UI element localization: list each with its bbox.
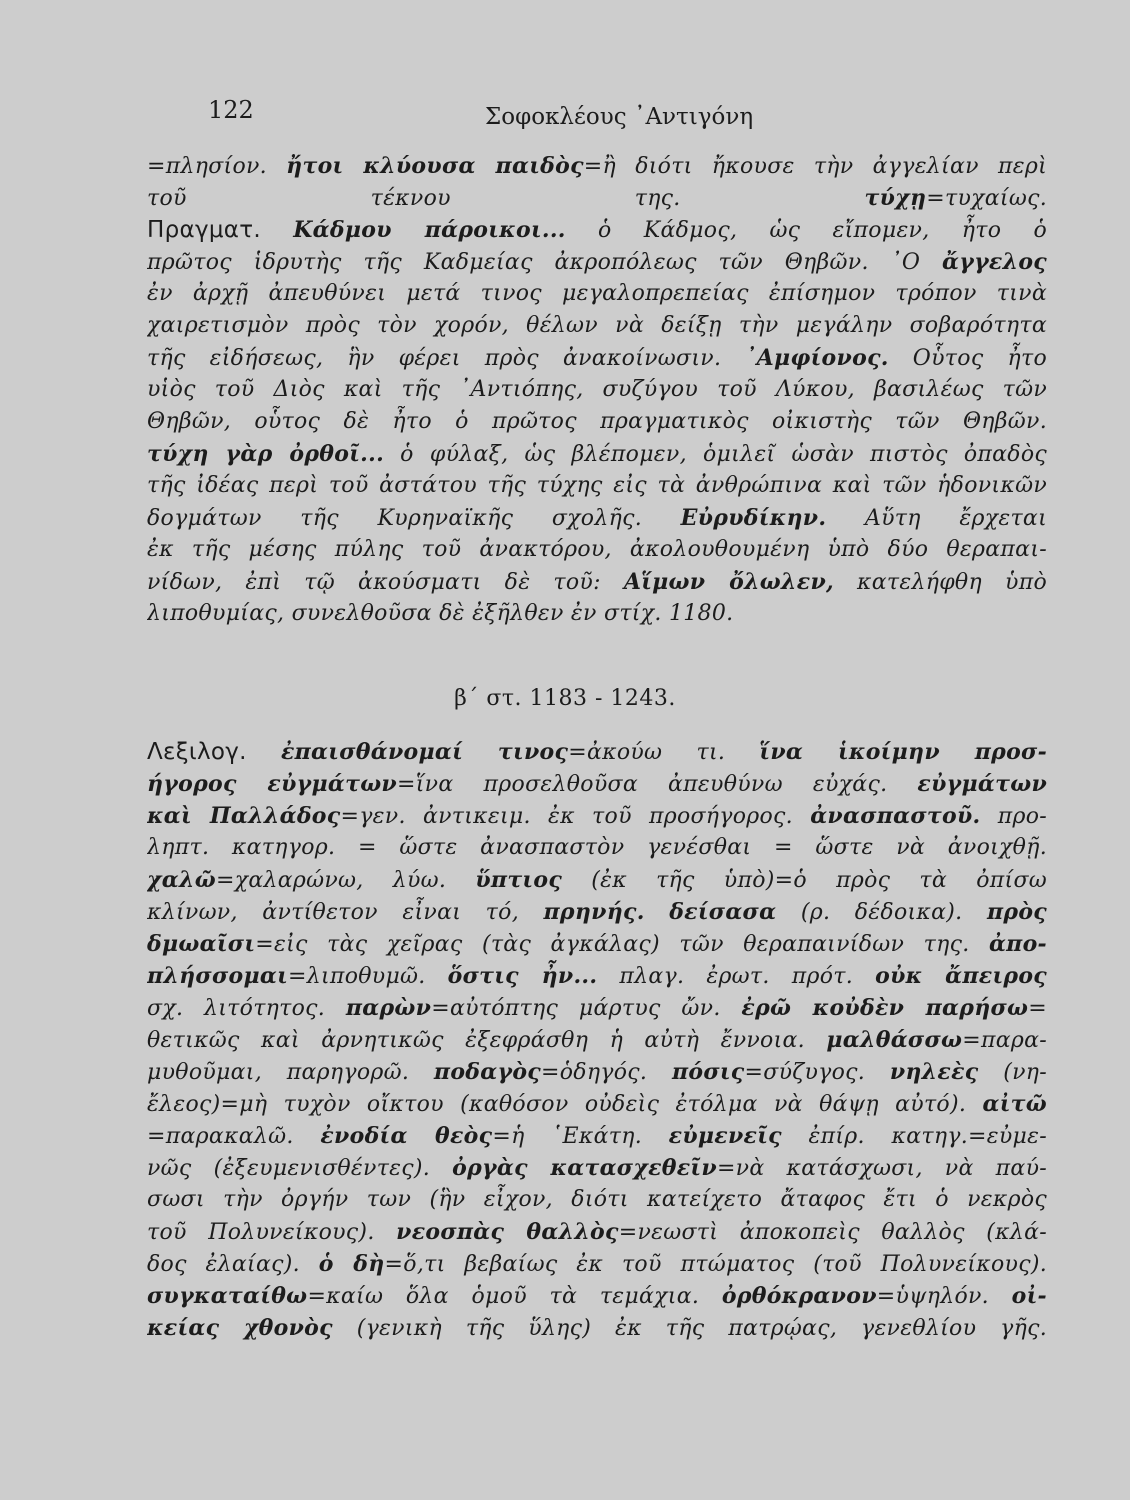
bold-term: ἀνασπαστοῦ. — [810, 803, 981, 829]
page-header — [208, 96, 1078, 136]
bold-term: ᾿Αμφίονος. — [745, 345, 889, 371]
text-line — [147, 1216, 1047, 1248]
text-run: ὁ φύλαξ, ὡς βλέπομεν, ὁμιλεῖ ὡσὰν πιστὸς ὀπαδὸς — [384, 442, 1047, 467]
text-line — [147, 214, 1047, 246]
text-line — [147, 470, 1047, 502]
text-run: πρῶτος ἱδρυτὴς τῆς Καδμείας ἀκροπόλεως τῶν Θηβῶν. ᾿Ο — [147, 250, 943, 275]
text-run: =εἰς τὰς χεῖρας (τὰς ἀγκάλας) τῶν θεραπαινίδων της. — [255, 932, 989, 957]
text-run: Θηβῶν, οὗτος δὲ ἦτο ὁ πρῶτος πραγματικὸς οἰκιστὴς τῶν Θηβῶν. — [147, 409, 1047, 434]
bold-term: ὕπτιος — [475, 867, 563, 893]
text-run: κατελήφθη ὑπὸ — [833, 570, 1047, 595]
text-line — [147, 1312, 1047, 1344]
text-line — [147, 566, 1047, 598]
text-run: ληπτ. κατηγορ. = ὥστε ἀνασπαστὸν γενέσθαι = ὥστε νὰ ἀνοιχθῇ. — [147, 835, 1047, 860]
text-line — [147, 896, 1047, 928]
text-line — [147, 1088, 1047, 1120]
text-run: τοῦ τέκνου της. — [147, 186, 865, 211]
bold-term: ἐρῶ κοὐδὲν παρήσω — [741, 995, 1029, 1021]
bold-term: αἰτῶ — [982, 1091, 1047, 1117]
bold-term: ἤτοι κλύουσα παιδὸς — [286, 153, 584, 179]
text-run: =παρα- — [962, 1028, 1047, 1053]
text-run: ἐν ἀρχῇ ἀπευθύνει μετά τινος μεγαλοπρεπείας ἐπίσημον τρόπον τινὰ — [147, 281, 1047, 306]
text-run: (ἐκ τῆς ὑπὸ)=ὁ πρὸς τὰ ὀπίσω — [562, 868, 1047, 893]
bold-term: ἐνοδία θεὸς — [320, 1123, 493, 1149]
text-run: νῶς (ἐξευμενισθέντες). — [147, 1156, 453, 1181]
text-run: τῆς εἰδήσεως, ἣν φέρει πρὸς ἀνακοίνωσιν. — [147, 346, 746, 371]
text-line — [147, 1280, 1047, 1312]
text-run: =καίω ὅλα ὁμοῦ τὰ τεμάχια. — [307, 1284, 722, 1309]
text-line — [147, 406, 1047, 438]
section-heading: β΄ στ. 1183 - 1243. — [454, 686, 676, 711]
text-run: =νεωστὶ ἀποκοπεὶς θαλλὸς (κλά- — [618, 1220, 1047, 1245]
bold-term: ἐπαισθάνομαί τινος — [280, 739, 569, 765]
text-run — [261, 218, 293, 243]
bold-term: ἀπο- — [988, 931, 1047, 957]
text-line — [147, 1248, 1047, 1280]
commentary-paragraph — [147, 150, 1047, 630]
text-run: ἐπίρ. κατηγ.=εὐμε- — [781, 1124, 1047, 1149]
text-run — [247, 740, 281, 765]
bold-term: συγκαταίθω — [147, 1283, 308, 1309]
text-run: λιποθυμίας, συνελθοῦσα δὲ ἐξῆλθεν ἐν στίχ. 1180. — [147, 601, 734, 626]
text-line — [147, 992, 1047, 1024]
text-line — [147, 864, 1047, 896]
text-run: ὁ Κάδμος, ὡς εἴπομεν, ἦτο ὁ — [565, 218, 1047, 243]
text-line — [147, 278, 1047, 310]
bold-term: οἰ- — [1011, 1283, 1047, 1309]
text-run — [645, 900, 670, 925]
bold-term: ποδαγὸς — [433, 1059, 541, 1085]
bold-term: Κάδμου πάροικοι... — [293, 217, 566, 243]
bold-term: παρὼν — [345, 995, 432, 1021]
bold-term: δμωαῖσι — [147, 931, 256, 957]
text-run: =σύζυγος. — [744, 1060, 890, 1085]
text-run: νίδων, ἐπὶ τῷ ἀκούσματι δὲ τοῦ: — [147, 570, 624, 595]
text-run: σωσι τὴν ὀργήν των (ἣν εἶχον, διότι κατείχετο ἄταφος ἔτι ὁ νεκρὸς — [147, 1187, 1047, 1212]
bold-term: τύχῃ — [864, 185, 927, 211]
text-run: =τυχαίως. — [926, 186, 1047, 211]
text-line — [147, 502, 1047, 534]
text-run: τοῦ Πολυνείκους). — [147, 1220, 397, 1245]
bold-term: πρηνής. — [543, 899, 645, 925]
bold-term: δείσασα — [669, 899, 777, 925]
bold-term: Εὐρυδίκην. — [680, 505, 827, 531]
text-line — [147, 310, 1047, 342]
text-line — [147, 736, 1047, 768]
text-line — [147, 342, 1047, 374]
text-line — [147, 1152, 1047, 1184]
text-run: Αὕτη ἔρχεται — [826, 506, 1047, 531]
text-run: =ἵνα προσελθοῦσα ἀπευθύνω εὐχάς. — [397, 772, 918, 797]
text-run: θετικῶς καὶ ἀρνητικῶς ἐξεφράσθη ἡ αὐτὴ ἔννοια. — [147, 1028, 827, 1053]
text-line — [147, 438, 1047, 470]
bold-term: οὐκ ἄπειρος — [875, 963, 1047, 989]
bold-term: νεοσπὰς θαλλὸς — [396, 1219, 619, 1245]
bold-term: χαλῶ — [147, 867, 216, 893]
text-line — [147, 1056, 1047, 1088]
text-line — [147, 150, 1047, 182]
text-run: =παρακαλῶ. — [147, 1124, 321, 1149]
bold-term: ἄγγελος — [942, 249, 1047, 275]
bold-term: Αἵμων ὄλωλεν, — [623, 569, 834, 595]
bold-term: ὀρθόκρανον — [721, 1283, 877, 1309]
bold-term: πόσις — [671, 1059, 745, 1085]
text-run: ἐκ τῆς μέσης πύλης τοῦ ἀνακτόρου, ἀκολουθουμένη ὑπὸ δύο θεραπαι- — [147, 537, 1047, 562]
bold-term: τύχη γὰρ ὀρθοῖ... — [147, 441, 385, 467]
bold-term: ὀργὰς κατασχεθεῖν — [452, 1155, 717, 1181]
text-run: ἔλεος)=μὴ τυχὸν οἴκτου (καθόσον οὐδεὶς ἐτόλμα νὰ θάψῃ αὐτό). — [147, 1092, 983, 1117]
text-run: =λιποθυμῶ. — [288, 964, 448, 989]
text-run: =αὐτόπτης μάρτυς ὤν. — [431, 996, 742, 1021]
text-run: =νὰ κατάσχωσι, νὰ παύ- — [716, 1156, 1047, 1181]
text-run: σχ. λιτότητος. — [147, 996, 346, 1021]
text-line — [147, 374, 1047, 406]
text-run: =ἀκούω τι. — [568, 740, 760, 765]
bold-term: καὶ Παλλάδος — [147, 803, 341, 829]
text-run: υἱὸς τοῦ Διὸς καὶ τῆς ᾿Αντιόπης, συζύγου τοῦ Λύκου, βασιλέως τῶν — [147, 377, 1047, 402]
text-run: =ὅ,τι βεβαίως ἐκ τοῦ πτώματος (τοῦ Πολυνείκους). — [384, 1252, 1047, 1277]
text-run: κλίνων, ἀντίθετον εἶναι τό, — [147, 900, 544, 925]
glossary-paragraph — [147, 736, 1047, 1344]
text-line — [147, 598, 1047, 630]
bold-term: ὅστις ἦν... — [447, 963, 598, 989]
text-run: =ὑψηλόν. — [876, 1284, 1012, 1309]
bold-term: εὐμενεῖς — [668, 1123, 782, 1149]
text-run: Πραγματ. — [147, 217, 262, 243]
text-run: =πλησίον. — [147, 154, 287, 179]
bold-term: κείας χθονὸς — [147, 1315, 333, 1341]
text-run: προ- — [980, 804, 1047, 829]
text-run: χαιρετισμὸν πρὸς τὸν χορόν, θέλων νὰ δείξῃ τὴν μεγάλην σοβαρότητα — [147, 313, 1047, 338]
text-line — [147, 768, 1047, 800]
text-line — [147, 832, 1047, 864]
running-title: Σοφοκλέους ᾿Αντιγόνη — [485, 104, 754, 130]
bold-term: πρὸς — [987, 899, 1047, 925]
text-run: =ἢ διότι ἤκουσε τὴν ἀγγελίαν περὶ — [583, 154, 1047, 179]
text-run: μυθοῦμαι, παρηγορῶ. — [147, 1060, 434, 1085]
bold-term: ήγορος εὐγμάτων — [147, 771, 398, 797]
text-run: (ρ. δέδοικα). — [776, 900, 987, 925]
text-line — [147, 960, 1047, 992]
page-number: 122 — [208, 96, 254, 124]
text-run: Λεξιλογ. — [147, 739, 247, 765]
text-line — [147, 1120, 1047, 1152]
bold-term: ἵνα ἱκοίμην προσ- — [759, 739, 1047, 765]
text-run: τῆς ἰδέας περὶ τοῦ ἀστάτου τῆς τύχης εἰς τὰ ἀνθρώπινα καὶ τῶν ἡδονικῶν — [147, 473, 1047, 498]
text-run: πλαγ. ἐρωτ. πρότ. — [597, 964, 876, 989]
text-run: =ὁδηγός. — [541, 1060, 672, 1085]
text-line — [147, 1184, 1047, 1216]
text-run: =ἡ ῾Εκάτη. — [492, 1124, 669, 1149]
text-line — [147, 928, 1047, 960]
bold-term: νηλεὲς — [889, 1059, 979, 1085]
text-run: δογμάτων τῆς Κυρηναϊκῆς σχολῆς. — [147, 506, 681, 531]
bold-term: πλήσσομαι — [147, 963, 289, 989]
text-run: (γενικὴ τῆς ὕλης) ἐκ τῆς πατρῴας, γενεθλίου γῆς. — [332, 1316, 1047, 1341]
bold-term: εὐγμάτων — [917, 771, 1047, 797]
bold-term: ὁ δὴ — [318, 1251, 385, 1277]
text-run: = — [1028, 996, 1047, 1021]
text-run: =γεν. ἀντικειμ. ἐκ τοῦ προσήγορος. — [340, 804, 811, 829]
text-line — [147, 182, 1047, 214]
text-run: Οὗτος ἦτο — [888, 346, 1047, 371]
text-run: =χαλαρώνω, λύω. — [215, 868, 476, 893]
text-line — [147, 800, 1047, 832]
text-run: (νη- — [978, 1060, 1047, 1085]
text-line — [147, 1024, 1047, 1056]
bold-term: μαλθάσσω — [826, 1027, 963, 1053]
text-line — [147, 246, 1047, 278]
text-line — [147, 534, 1047, 566]
text-run: δος ἐλαίας). — [147, 1252, 319, 1277]
